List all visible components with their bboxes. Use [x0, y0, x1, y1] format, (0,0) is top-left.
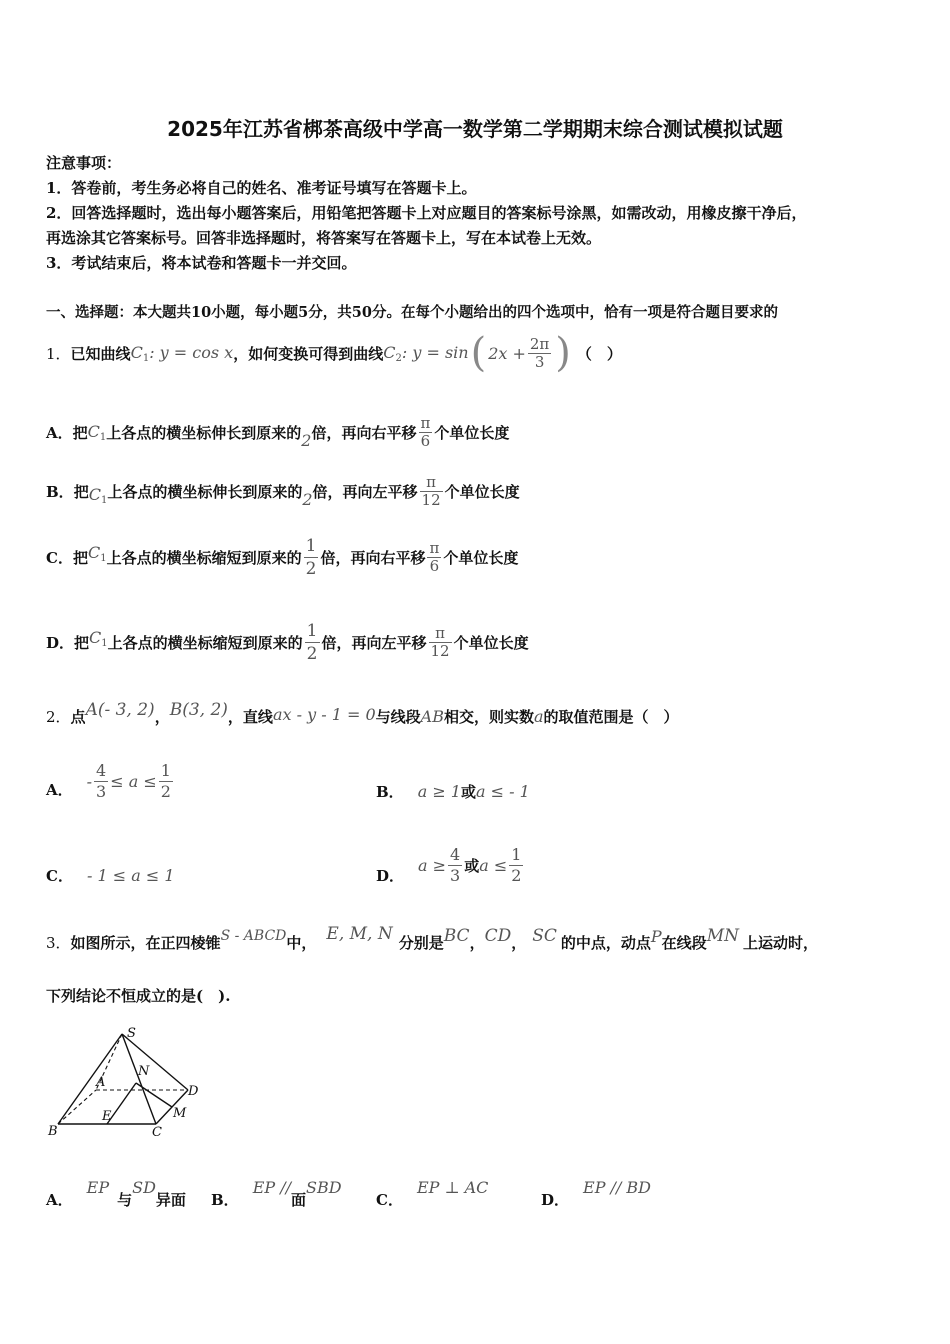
notice-item: 3．考试结束后，将本试卷和答题卡一并交回。: [46, 254, 357, 272]
figure-label: S: [127, 1026, 136, 1041]
figure-label: N: [138, 1064, 150, 1079]
question-2: 2． 点 A(- 3, 2) ， B(3, 2) ，直线 ax - y - 1 = 0 与线段 AB 相交，则实数 a 的取值范围是（ ）: [46, 700, 679, 726]
edge-ba: [58, 1090, 96, 1124]
notice-item: 2．回答选择题时，选出每小题答案后，用铅笔把答题卡上对应题目的答案标号涂黑，如需改动，用橡皮擦干净后，: [46, 204, 807, 222]
figure-label: D: [188, 1084, 199, 1099]
option-label: D．: [46, 633, 75, 652]
figure-label: B: [48, 1124, 58, 1139]
notice-item: 1．答卷前，考生务必将自己的姓名、准考证号填写在答题卡上。: [46, 179, 477, 197]
point-a: A(- 3, 2): [85, 700, 155, 720]
q1-curve-c2: $C_2$: y = sin: [383, 342, 469, 364]
q3-option-c[interactable]: C． EP ⊥ AC: [376, 1177, 489, 1209]
figure-label: E: [102, 1109, 112, 1124]
notice-heading: 注意事项：: [46, 154, 122, 172]
figure-label: M: [173, 1106, 187, 1121]
pyramid-figure: [44, 1022, 214, 1142]
q2-option-d[interactable]: D． a ≥ $\frac{4}{3}$ 或 a ≤ $\frac{1}{2}$: [376, 844, 522, 885]
q1-option-d[interactable]: D． 把 $C_1$ 上各点的横坐标缩短到原来的 $\frac{1}{2}$ 倍，再向左平移 $\frac{\pi}{12}$ 个单位长度: [46, 620, 529, 664]
q1-text-a: 已知曲线: [70, 344, 131, 363]
notice-item: 再选涂其它答案标号。回答非选择题时，将答案写在答题卡上，写在本试卷上无效。: [46, 229, 602, 247]
question-number: 3．: [46, 933, 71, 952]
q3-option-d[interactable]: D． EP // BD: [541, 1177, 651, 1209]
question-number: 2．: [46, 707, 71, 726]
q3-line2: 下列结论不恒成立的是( ).: [46, 987, 231, 1005]
q1-fraction: $\frac{2\pi}{3}$: [529, 334, 550, 371]
option-label: A．: [46, 423, 73, 442]
q1-option-b[interactable]: B． 把 $C_1$ 上各点的横坐标伸长到原来的 2 倍，再向左平移 $\frac{\pi}{12}$ 个单位长度: [46, 472, 520, 509]
q1-option-c[interactable]: C． 把 $C_1$ 上各点的横坐标缩短到原来的 $\frac{1}{2}$ 倍，再向右平移 $\frac{\pi}{6}$ 个单位长度: [46, 535, 519, 579]
option-label: B．: [46, 482, 74, 501]
q3-option-a[interactable]: A． EP 与 SD 异面: [46, 1177, 186, 1209]
q1-curve-c1: $C_1$: y = cos x: [130, 342, 234, 364]
edge-sc: [122, 1034, 156, 1124]
figure-label: A: [96, 1075, 106, 1090]
q2-option-b[interactable]: B． a ≥ 1 或 a ≤ - 1: [376, 781, 530, 801]
edge-sb: [58, 1034, 122, 1124]
q1-paren: （ ）: [576, 344, 622, 363]
q3-option-b[interactable]: B． EP // 面 SBD: [211, 1177, 342, 1209]
section-heading: 一、选择题：本大题共10小题，每小题5分，共50分。在每个小题给出的四个选项中，恰有一项是符合题目要求的: [46, 304, 778, 321]
line-equation: ax - y - 1 = 0: [272, 704, 376, 724]
q1-arg: 2x +: [488, 343, 526, 363]
q1-option-a[interactable]: A． 把 $C_1$ 上各点的横坐标伸长到原来的 2 倍，再向右平移 $\frac{\pi}{6}$ 个单位长度: [46, 413, 510, 450]
q2-option-c[interactable]: C． - 1 ≤ a ≤ 1: [46, 865, 175, 885]
question-3: 3． 如图所示，在正四棱锥 S - ABCD 中， E, M, N 分别是 BC ， CD ， SC 的中点，动点 P 在线段 MN 上运动时，: [46, 924, 818, 952]
q2-option-a[interactable]: A． - $\frac{4}{3}$ ≤ a ≤ $\frac{1}{2}$: [46, 760, 171, 801]
question-number: 1．: [46, 344, 71, 363]
question-1: 1． 已知曲线 $C_1$: y = cos x ，如何变换可得到曲线 $C_2$: y = sin ( 2x + $\frac{2\pi}{3}$ ) （ ）: [46, 330, 622, 376]
figure-label: C: [152, 1125, 162, 1140]
point-b: B(3, 2): [169, 700, 228, 720]
q1-text-b: ，如何变换可得到曲线: [233, 344, 384, 363]
page-title: 2025年江苏省梆茶高级中学高一数学第二学期期末综合测试模拟试题: [167, 117, 783, 141]
segment-nm: [136, 1083, 172, 1107]
option-label: C．: [46, 548, 73, 567]
